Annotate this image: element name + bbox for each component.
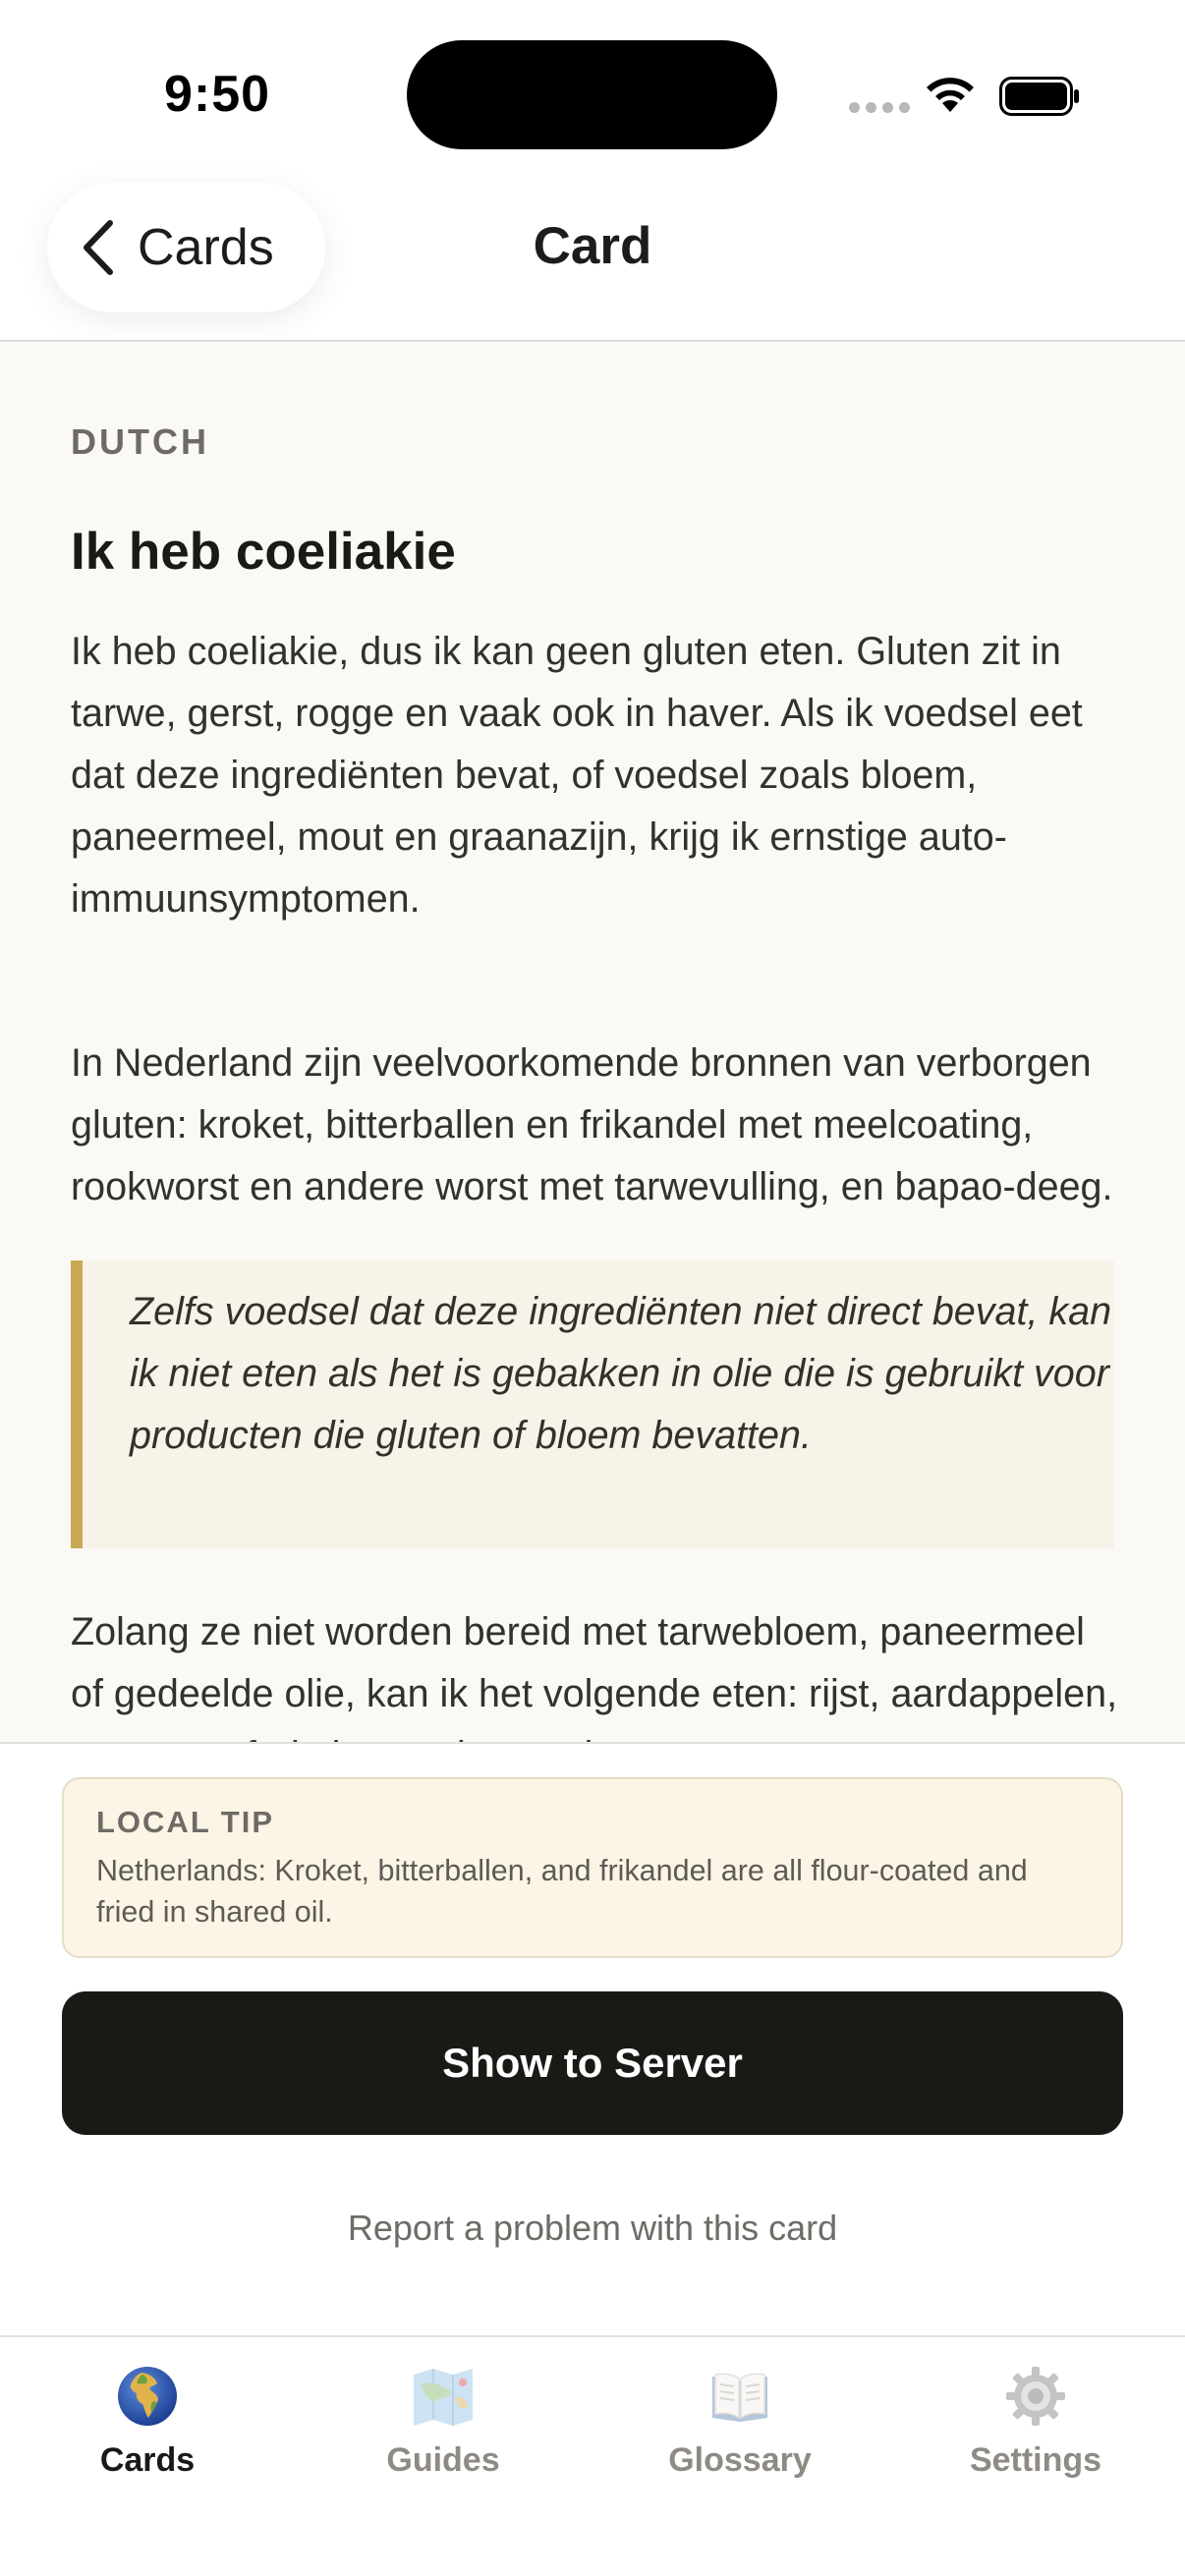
dynamic-island <box>407 40 777 149</box>
local-tip-label: LOCAL TIP <box>96 1805 275 1839</box>
status-time: 9:50 <box>164 66 271 123</box>
map-icon <box>412 2365 475 2428</box>
card-paragraph: Zolang ze niet worden bereid met tarwebloem, paneermeel of gedeelde olie, kan ik het volgende eten: rijst, aardappelen, <box>71 1610 1118 1715</box>
battery-icon <box>999 77 1080 116</box>
card-quote-text: Zelfs voedsel dat deze ingrediënten niet direct bevat, kan ik niet eten als het is gebakken in olie die is gebruikt voor producten die gluten of bloem bevatten. <box>130 1290 1112 1457</box>
card-content[interactable] <box>0 343 1185 1742</box>
bottom-action-panel <box>0 1742 1185 2335</box>
book-icon <box>708 2365 771 2428</box>
tab-label: Guides <box>386 2441 500 2479</box>
card-paragraph: In Nederland zijn veelvoorkomende bronnen van verborgen gluten: kroket, bitterballen en frikandel met meelcoating, rookworst en andere worst met tarwevulling, en bapao-deeg. <box>71 1041 1113 1208</box>
tab-label: Glossary <box>668 2441 812 2479</box>
tab-label: Cards <box>99 2441 196 2479</box>
gear-icon <box>1004 2365 1067 2428</box>
card-title: Ik heb coeliakie <box>71 523 456 581</box>
show-to-server-button[interactable]: Show to Server <box>62 1991 1123 2135</box>
tab-bar <box>0 2335 1185 2576</box>
globe-icon <box>116 2365 179 2428</box>
tab-glossary[interactable] <box>622 2337 858 2494</box>
tab-label: Settings <box>969 2441 1102 2479</box>
tab-settings[interactable] <box>918 2337 1154 2494</box>
cellular-signal-icon <box>849 102 910 113</box>
card-paragraph: Ik heb coeliakie, dus ik kan geen gluten eten. Gluten zit in tarwe, gerst, rogge en vaak ook in haver. Als ik voedsel eet dat deze ingrediënten bevat, of voedsel zoals bloem, paneermeel, mout en graanazijn, krijg ik ernstige auto-immuunsymptomen. <box>71 630 1083 921</box>
card-language: DUTCH <box>71 421 209 462</box>
status-bar <box>0 0 1185 177</box>
navigation-bar <box>0 177 1185 342</box>
page-title: Card <box>533 217 652 275</box>
tab-guides[interactable] <box>325 2337 561 2494</box>
report-problem-link[interactable]: Report a problem with this card <box>347 2208 838 2248</box>
wifi-icon <box>924 73 977 114</box>
back-button-label: Cards <box>138 219 274 276</box>
card-quote <box>71 1260 1114 1548</box>
tab-cards[interactable] <box>29 2337 265 2494</box>
local-tip-box <box>62 1777 1123 1958</box>
local-tip-text: Netherlands: Kroket, bitterballen, and frikandel are all flour-coated and fried in shared oil. <box>96 1854 1028 1929</box>
